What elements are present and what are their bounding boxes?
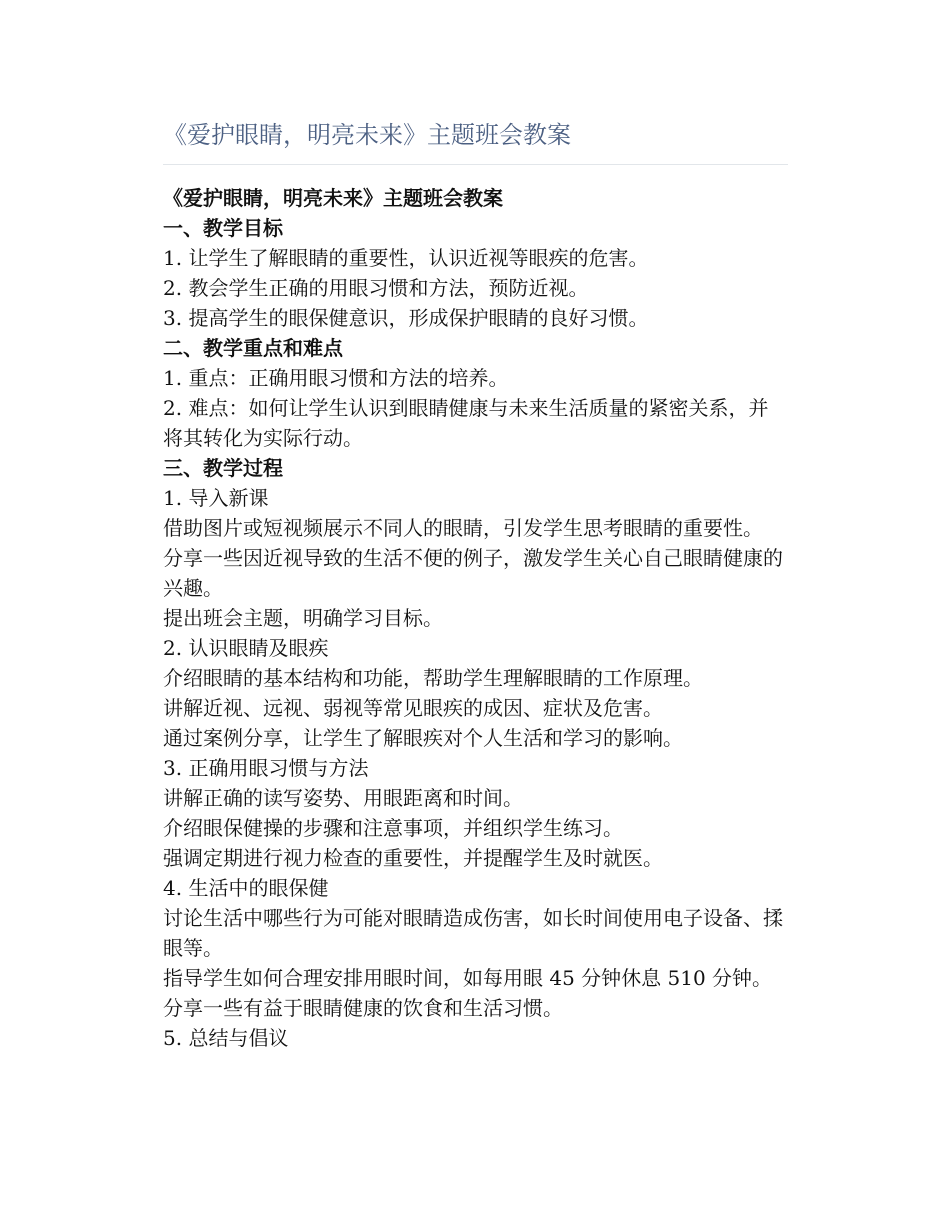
- process-step-title: 1. 导入新课: [163, 486, 269, 510]
- objective-item: 3. 提高学生的眼保健意识，形成保护眼睛的良好习惯。: [163, 306, 649, 330]
- process-paragraph: 通过案例分享，让学生了解眼疾对个人生活和学习的影响。: [163, 726, 683, 750]
- process-paragraph: 指导学生如何合理安排用眼时间，如每用眼 45 分钟休息 510 分钟。: [163, 966, 773, 990]
- section-heading-objectives: 一、教学目标: [163, 216, 283, 240]
- process-paragraph: 介绍眼睛的基本结构和功能，帮助学生理解眼睛的工作原理。: [163, 666, 703, 690]
- page-title: 《爱护眼睛，明亮未来》主题班会教案: [163, 110, 788, 165]
- document-body: [163, 183, 788, 1053]
- process-paragraph: 借助图片或短视频展示不同人的眼睛，引发学生思考眼睛的重要性。: [163, 516, 763, 540]
- process-step-title: 2. 认识眼睛及眼疾: [163, 636, 329, 660]
- objective-item: 1. 让学生了解眼睛的重要性，认识近视等眼疾的危害。: [163, 246, 649, 270]
- document-page: [163, 110, 788, 1053]
- process-paragraph: 讲解近视、远视、弱视等常见眼疾的成因、症状及危害。: [163, 696, 663, 720]
- body-title: 《爱护眼睛，明亮未来》主题班会教案: [163, 186, 503, 210]
- key-point-item: 1. 重点：正确用眼习惯和方法的培养。: [163, 366, 509, 390]
- process-paragraph: 介绍眼保健操的步骤和注意事项，并组织学生练习。: [163, 816, 623, 840]
- process-step-title: 3. 正确用眼习惯与方法: [163, 756, 369, 780]
- process-step-title: 4. 生活中的眼保健: [163, 876, 329, 900]
- section-heading-key-points: 二、教学重点和难点: [163, 336, 343, 360]
- process-paragraph: 分享一些有益于眼睛健康的饮食和生活习惯。: [163, 996, 563, 1020]
- process-paragraph: 分享一些因近视导致的生活不便的例子，激发学生关心自己眼睛健康的兴趣。: [163, 546, 783, 600]
- process-paragraph: 提出班会主题，明确学习目标。: [163, 606, 443, 630]
- process-paragraph: 讨论生活中哪些行为可能对眼睛造成伤害，如长时间使用电子设备、揉眼等。: [163, 906, 783, 960]
- objective-item: 2. 教会学生正确的用眼习惯和方法，预防近视。: [163, 276, 589, 300]
- section-heading-process: 三、教学过程: [163, 456, 283, 480]
- process-paragraph: 讲解正确的读写姿势、用眼距离和时间。: [163, 786, 523, 810]
- key-point-item: 2. 难点：如何让学生认识到眼睛健康与未来生活质量的紧密关系，并将其转化为实际行动。: [163, 396, 769, 450]
- process-step-title: 5. 总结与倡议: [163, 1026, 289, 1050]
- process-paragraph: 强调定期进行视力检查的重要性，并提醒学生及时就医。: [163, 846, 663, 870]
